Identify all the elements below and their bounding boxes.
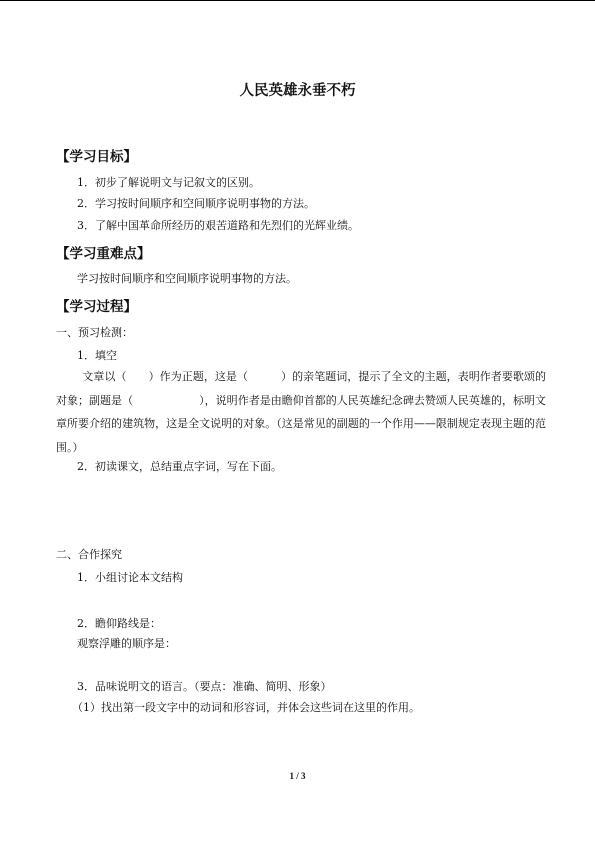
key-points-heading: 【学习重难点】 [56,246,151,262]
part1-title: 一、预习检测： [56,326,133,339]
header-rule [0,0,595,1]
objective-item-1: 1．初步了解说明文与记叙文的区别。 [77,176,260,189]
part2-q1: 1．小组讨论本文结构 [77,571,183,584]
process-heading: 【学习过程】 [56,299,137,315]
part1-q2: 2．初读课文，总结重点字词，写在下面。 [77,460,282,473]
fill-blank-paragraph: 文章以（ ）作为正题，这是（ ）的亲笔题词，提示了全文的主题，表明作者要歌颂的对象；副题是（ ），说明作者是由瞻仰首都的人民英雄纪念碑去赞颂人民英雄的，标明文章所要介绍的建筑物，这是全文说明的对象。（这是常见的副题的一个作用——限制规定表现主题的范围。） [56,370,546,454]
objective-item-2: 2．学习按时间顺序和空间顺序说明事物的方法。 [77,197,315,210]
part2-q2b: 观察浮雕的顺序是： [77,637,176,650]
objective-item-3: 3．了解中国革命所经历的艰苦道路和先烈们的光辉业绩。 [77,219,359,232]
part2-q3: 3．品味说明文的语言。（要点：准确、简明、形象） [77,680,332,693]
part2-title: 二、合作探究 [56,548,122,561]
part2-q3-1: （1）找出第一段文字中的动词和形容词，并体会这些词在这里的作用。 [72,701,420,714]
part2-q2: 2．瞻仰路线是： [77,617,161,630]
page-number: 1 / 3 [289,771,306,781]
page-title: 人民英雄永垂不朽 [239,83,356,99]
part1-q1-label: 1．填空 [77,349,117,362]
key-points-text: 学习按时间顺序和空间顺序说明事物的方法。 [77,272,297,285]
objectives-heading: 【学习目标】 [56,149,137,165]
